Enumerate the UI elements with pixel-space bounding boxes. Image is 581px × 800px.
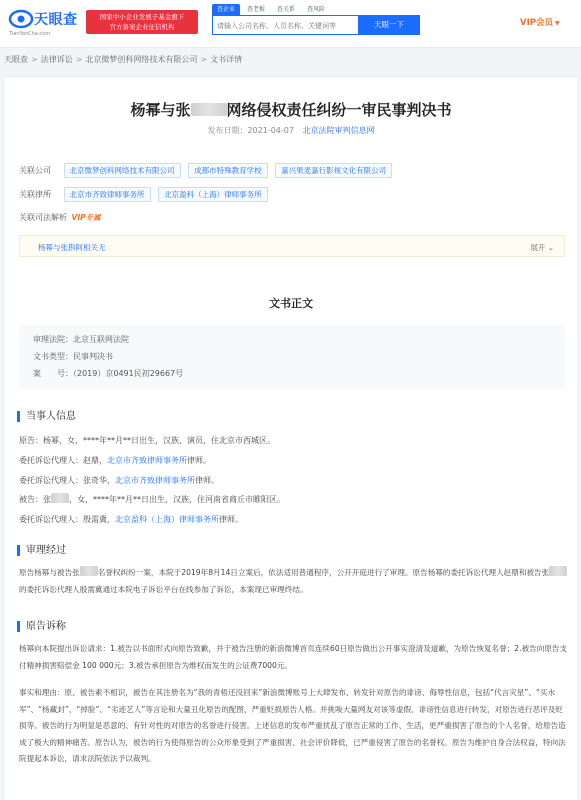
party-agent bbox=[19, 510, 565, 530]
vip-exclusive-tag[interactable]: VIP专属 bbox=[71, 213, 101, 222]
title-suffix: 网络侵权责任纠纷一审民事判决书 bbox=[226, 101, 452, 119]
source-link[interactable]: 北京法院审判信息网 bbox=[302, 126, 375, 135]
search-input[interactable] bbox=[217, 20, 367, 32]
claim-paragraph: 杨幂向本院提出诉讼请求：1.被告以书面形式向原告致歉，并于被告注册的新浪微博首页连续60日原告做出公开事实澄清及道歉，为原告恢复名誉；2.被告向原告支付精神损害赔偿金 100 000元；3.被告承担原告为维权而发生的公证费7000元。 bbox=[19, 644, 568, 670]
related-analysis-label: 关联司法解析 bbox=[19, 213, 67, 222]
top-header bbox=[0, 0, 581, 48]
expand-toggle[interactable] bbox=[530, 242, 554, 253]
breadcrumb-separator: > bbox=[75, 55, 83, 64]
breadcrumb bbox=[4, 54, 242, 65]
breadcrumb-separator: > bbox=[200, 55, 208, 64]
meta-doc-type: 文书类型：民事判决书 bbox=[33, 352, 113, 361]
related-company-link[interactable]: 北京微梦创科网络技术有限公司 bbox=[64, 163, 181, 178]
agent-text: 律师。 bbox=[219, 515, 243, 525]
logo-subtext: TianYanCha.com bbox=[9, 31, 51, 37]
related-analysis-row bbox=[19, 212, 101, 223]
tab-search-risk[interactable]: 查风险 bbox=[307, 6, 326, 13]
publish-date: 发布日期：2021-04-07 bbox=[207, 126, 294, 135]
process-paragraph bbox=[19, 565, 569, 598]
party-agent bbox=[19, 451, 565, 471]
related-companies-row bbox=[19, 163, 397, 178]
publish-info bbox=[5, 125, 577, 136]
related-law-firms-row bbox=[19, 187, 273, 202]
party-agent bbox=[19, 471, 565, 491]
redacted-name bbox=[80, 566, 98, 576]
agent-text: 委托诉讼代理人：赵鼎， bbox=[19, 455, 107, 465]
related-company-link[interactable]: 成都市特殊教育学校 bbox=[188, 163, 268, 178]
related-company-link[interactable]: 嘉兴果麦嘉行影视文化有限公司 bbox=[275, 163, 392, 178]
law-firm-link[interactable]: 北京盈科（上海）律师事务所 bbox=[115, 515, 219, 525]
breadcrumb-home[interactable]: 天眼查 bbox=[4, 55, 28, 64]
breadcrumb-separator: > bbox=[31, 55, 38, 64]
facts-paragraph: 事实和理由：原、被告素不相识，被告在其注册名为“我的青梧还没回来”新浪微博账号上大肆发布、转发针对原告的诽谤、侮辱性信息，包括“代言灾星”、“买水军”、“杨藏封”、“掉脸”、“劣迹艺人”等言论和大量丑化原告的配图，严重贬损原告人格。并挑唆大量网友对该等虚假、诽谤性信息进行转发，对原告进行恶评及贬损等。被告的行为明显是恶意的、有针对性的对原告的名誉进行侵害。上述信息的发布严重扰乱了原告正常的工作、生活，更严重损害了原告的个人名誉，给原告造成了极大的精神痛苦。原告认为，被告的行为使得原告的公众形象受到了严重损害、社会评价降低，已严重侵害了原告的名誉权。原告为维护自身合法权益，特向法院提起本诉讼，请求法院依法予以裁判。 bbox=[19, 688, 566, 763]
parties-heading: 当事人信息 bbox=[17, 411, 76, 422]
section-title: 文书正文 bbox=[269, 297, 313, 310]
agent-text: 委托诉讼代理人：殷需冀， bbox=[19, 515, 115, 525]
redacted-name bbox=[191, 103, 227, 116]
process-text: 的委托诉讼代理人殷需冀通过本院电子诉讼平台在线参加了诉讼，本案现已审理终结。 bbox=[19, 584, 308, 594]
logo-eye-icon bbox=[8, 8, 34, 30]
agent-text: 律师。 bbox=[187, 455, 211, 465]
expand-label: 展开 bbox=[530, 243, 546, 252]
tab-search-relation[interactable]: 查关系 bbox=[277, 6, 296, 13]
related-case-box bbox=[19, 235, 565, 257]
title-prefix: 杨幂与张 bbox=[130, 101, 191, 119]
related-law-firm-link[interactable]: 北京市齐致律师事务所 bbox=[64, 187, 151, 202]
defendant-text: ，女，****年**月**日出生，汉族，住河南省商丘市睢阳区。 bbox=[69, 495, 285, 505]
chevron-down-icon: ⌄ bbox=[547, 243, 554, 252]
vip-label: VIP会员 bbox=[520, 18, 553, 28]
document-meta bbox=[19, 325, 565, 389]
breadcrumb-legal[interactable]: 法律诉讼 bbox=[40, 55, 73, 64]
parties-list bbox=[19, 431, 565, 530]
claim-heading: 原告诉称 bbox=[17, 621, 66, 632]
agent-text: 律师。 bbox=[195, 475, 219, 485]
breadcrumb-company[interactable]: 北京微梦创科网络技术有限公司 bbox=[85, 55, 198, 64]
law-firm-link[interactable]: 北京市齐致律师事务所 bbox=[107, 455, 187, 465]
agent-text: 委托诉讼代理人：张奇华， bbox=[19, 475, 115, 485]
vip-member-menu[interactable] bbox=[520, 16, 560, 28]
tab-search-company[interactable]: 查企业 bbox=[212, 4, 240, 15]
related-law-firms-label: 关联律所 bbox=[19, 190, 51, 199]
party-plaintiff: 原告：杨幂，女，****年**月**日出生，汉族，演员，住北京市西城区。 bbox=[19, 436, 275, 445]
chevron-down-icon: ▼ bbox=[554, 20, 560, 27]
official-badge bbox=[86, 10, 198, 34]
process-heading: 审理经过 bbox=[17, 545, 66, 556]
process-text: 原告杨幂与被告张 bbox=[19, 568, 80, 577]
meta-case-number: 案 号：（2019）京0491民初29667号 bbox=[33, 369, 184, 378]
law-firm-link[interactable]: 北京市齐致律师事务所 bbox=[115, 475, 195, 485]
related-law-firm-link[interactable]: 北京盈科（上海）律师事务所 bbox=[158, 187, 268, 202]
tab-search-boss[interactable]: 查老板 bbox=[247, 6, 266, 13]
badge-line2: 官方备案企业征信机构 bbox=[109, 23, 175, 31]
document-card bbox=[5, 76, 577, 800]
redacted-name bbox=[51, 493, 69, 503]
meta-court: 审理法院：北京互联网法院 bbox=[33, 335, 129, 344]
page-title bbox=[5, 99, 577, 120]
defendant-text: 被告：张 bbox=[19, 495, 51, 505]
search-button[interactable]: 天眼一下 bbox=[358, 15, 420, 35]
party-defendant bbox=[19, 490, 565, 510]
process-text: 名誉权纠纷一案，本院于2019年8月14日立案后，依法适用普通程序，公开开庭进行了审理。原告杨幂的委托诉讼代理人赵鼎和被告张 bbox=[97, 568, 550, 577]
badge-line1: 国家中小企业发展子基金旗下 bbox=[99, 13, 185, 21]
logo-text: 天眼查 bbox=[34, 12, 78, 28]
related-companies-label: 关联公司 bbox=[19, 166, 51, 175]
related-case-link[interactable]: 杨幂与张斟阿相关无 bbox=[38, 243, 106, 252]
site-logo[interactable] bbox=[8, 7, 80, 41]
redacted-name bbox=[549, 566, 567, 576]
search-box bbox=[212, 15, 420, 35]
breadcrumb-current: 文书详情 bbox=[210, 55, 243, 64]
